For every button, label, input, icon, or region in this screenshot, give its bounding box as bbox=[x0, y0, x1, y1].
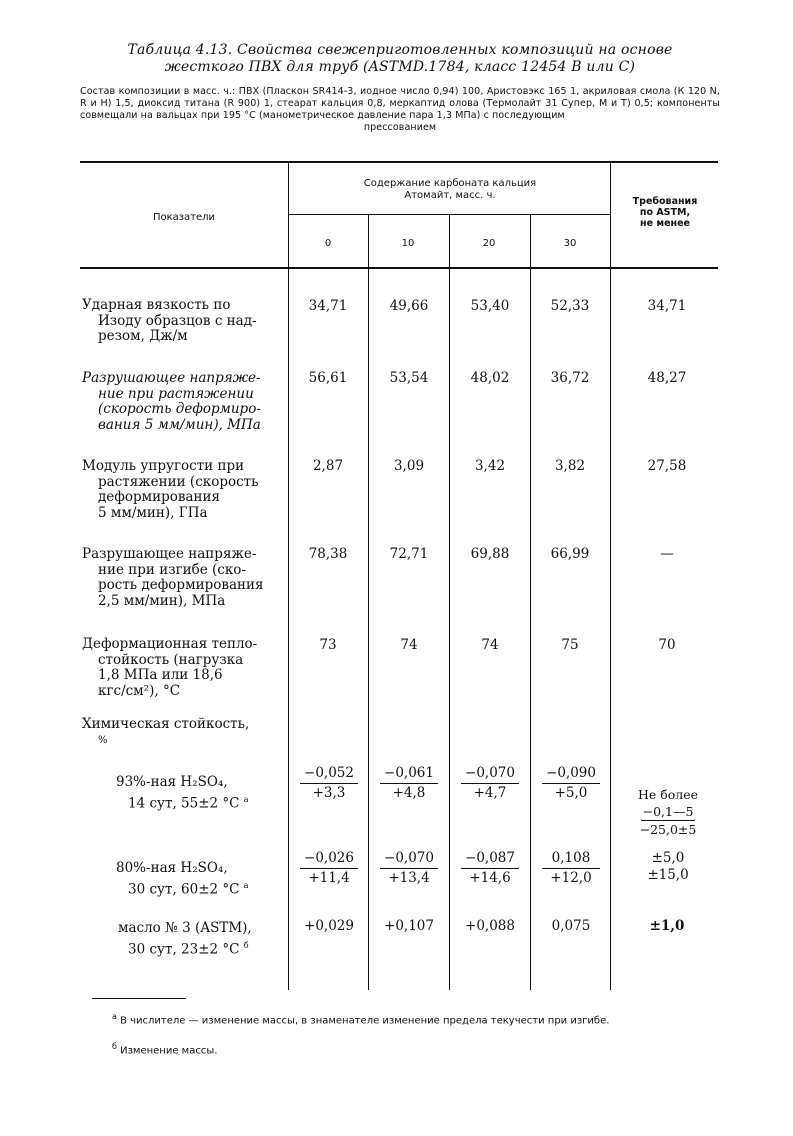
header-col-20: 20 bbox=[482, 238, 496, 249]
row-label-line: деформирования bbox=[98, 489, 221, 505]
row-label-line: Ударная вязкость по bbox=[82, 297, 231, 313]
astm-line: −0,1—5 bbox=[642, 804, 694, 819]
header-calcium bbox=[290, 178, 610, 202]
composition-text: Состав композиции в масс. ч.: ПВХ (Пласкон SR414-3, иодное число 0,94) 100, Аристовэкс 165 1, акриловая смола (К 120 N, R и H) 1,5, диоксид титана (R 900) 1, стеарат кальция 0,8, меркаптид олова (Термолайт 31 Супер, M и T) 0,5; компоненты совмещали на вальцах при 195 °С (манометрическое давление пара 1,3 МПа) с последующим bbox=[80, 86, 720, 121]
cell-value: 36,72 bbox=[550, 370, 590, 386]
col-divider-2 bbox=[368, 215, 369, 990]
row-label-heat-resistance bbox=[82, 637, 278, 699]
row-label-line: стойкость (нагрузка bbox=[98, 651, 244, 668]
chem-label-line: 30 сут, 60±2 °С $^а$ bbox=[128, 881, 249, 898]
astm-value: 34,71 bbox=[647, 298, 687, 314]
chem-label-line: 80%-ная H₂SO₄, bbox=[116, 860, 228, 876]
chem-label-line: масло № 3 (ASTM), bbox=[118, 920, 252, 936]
cell-fraction: $\frac{-0,070}{+4,7}$ bbox=[453, 765, 527, 802]
cell-value: 53,54 bbox=[389, 370, 429, 386]
header-col-30: 30 bbox=[563, 238, 577, 249]
col-divider-5 bbox=[610, 163, 611, 990]
chem-label-line: 14 сут, 55±2 °С $^а$ bbox=[128, 795, 249, 812]
cell-fraction: $\frac{0,108}{+12,0}$ bbox=[534, 850, 608, 887]
chem-label-line: 30 сут, 23±2 °С $^б$ bbox=[128, 941, 249, 958]
cell-value: 74 bbox=[400, 637, 418, 653]
cell-value: +0,088 bbox=[465, 918, 515, 934]
row-label-line: 2,5 мм/мин), МПа bbox=[98, 592, 226, 609]
cell-value: 74 bbox=[481, 637, 499, 653]
chem-label-h2so4-80 bbox=[90, 859, 280, 899]
row-label-impact bbox=[82, 298, 278, 345]
astm-value: ±1,0 bbox=[649, 918, 685, 934]
row-label-line: рость деформирования bbox=[98, 577, 264, 593]
cell-value: 3,09 bbox=[393, 458, 425, 474]
chem-label-h2so4-93 bbox=[90, 773, 280, 813]
header-indicators: Показатели bbox=[152, 212, 216, 223]
astm-value: — bbox=[660, 546, 674, 562]
cell-value: 66,99 bbox=[550, 546, 590, 562]
row-label-tensile bbox=[82, 371, 278, 433]
cell-value: 56,61 bbox=[308, 370, 348, 386]
row-label-line: растяжении (скорость bbox=[98, 473, 259, 490]
footnote-a bbox=[82, 1010, 722, 1028]
cell-value: 78,38 bbox=[308, 546, 348, 562]
row-label-line: ние при растяжении bbox=[98, 385, 254, 402]
row-label-line: Разрушающее напряже- bbox=[82, 370, 261, 386]
cell-value: 49,66 bbox=[389, 298, 429, 314]
header-astm-line-2: по ASTM, bbox=[639, 207, 691, 218]
chem-label-oil bbox=[90, 919, 280, 959]
cell-value: 3,82 bbox=[554, 458, 586, 474]
composition-note bbox=[80, 86, 720, 134]
chem-label-line: 93%-ная H₂SO₄, bbox=[116, 774, 228, 790]
cell-value: 3,42 bbox=[474, 458, 506, 474]
col-divider-3 bbox=[449, 215, 450, 990]
astm-requirement-h2so4-93 bbox=[618, 786, 718, 838]
footnote-text: В числителе — изменение массы, в знаменателе изменение предела текучести при изгибе. bbox=[120, 1015, 610, 1027]
header-calcium-line-1: Содержание карбоната кальция bbox=[363, 178, 537, 189]
cell-value: 52,33 bbox=[550, 298, 590, 314]
row-label-line: (скорость деформиро- bbox=[98, 401, 261, 417]
row-label-line: ние при изгибе (ско- bbox=[98, 561, 246, 578]
row-label-line: Разрушающее напряже- bbox=[82, 546, 257, 562]
cell-fraction: $\frac{-0,087}{+14,6}$ bbox=[453, 850, 527, 887]
header-bottom-rule bbox=[80, 267, 718, 269]
footnote-mark: б bbox=[112, 1042, 117, 1051]
astm-line: Не более bbox=[637, 787, 699, 802]
astm-line: ±15,0 bbox=[647, 867, 689, 883]
astm-value: 70 bbox=[658, 637, 676, 653]
cell-value: 2,87 bbox=[312, 458, 344, 474]
astm-line: ±5,0 bbox=[651, 850, 685, 866]
footnote-b bbox=[112, 1040, 712, 1058]
row-label-line: кгс/см²), °С bbox=[98, 682, 181, 699]
col-divider-1 bbox=[288, 163, 289, 990]
cell-value: 73 bbox=[319, 637, 337, 653]
header-calcium-line-2: Атомайт, масс. ч. bbox=[404, 190, 496, 201]
col-divider-4 bbox=[530, 215, 531, 990]
header-col-0: 0 bbox=[324, 238, 332, 249]
table-title bbox=[80, 42, 720, 76]
cell-value: 48,02 bbox=[470, 370, 510, 386]
footnote-text: Изменение массы. bbox=[120, 1045, 218, 1057]
cell-fraction: $\frac{-0,070}{+13,4}$ bbox=[372, 850, 446, 887]
astm-value: 48,27 bbox=[647, 370, 687, 386]
table-top-rule bbox=[80, 161, 718, 163]
cell-value: +0,107 bbox=[384, 918, 434, 934]
cell-fraction: $\frac{-0,026}{+11,4}$ bbox=[292, 850, 366, 887]
cell-value: +0,029 bbox=[304, 918, 354, 934]
row-label-flexural bbox=[82, 547, 278, 609]
footnote-rule bbox=[92, 998, 186, 999]
row-label-line: вания 5 мм/мин), МПа bbox=[98, 416, 261, 433]
title-line-1: Таблица 4.13. Свойства свежеприготовленных композиций на основе bbox=[127, 42, 673, 58]
cell-value: 0,075 bbox=[551, 918, 591, 934]
header-col-10: 10 bbox=[401, 238, 415, 249]
row-label-modulus bbox=[82, 459, 278, 521]
cell-value: 72,71 bbox=[389, 546, 429, 562]
astm-line: −25,0±5 bbox=[639, 822, 697, 837]
header-astm bbox=[612, 196, 718, 229]
cell-fraction: $\frac{-0,090}{+5,0}$ bbox=[534, 765, 608, 802]
cell-fraction: $\frac{-0,052}{+3,3}$ bbox=[292, 765, 366, 802]
cell-value: 69,88 bbox=[470, 546, 510, 562]
header-astm-line-3: не менее bbox=[640, 218, 690, 229]
cell-value: 34,71 bbox=[308, 298, 348, 314]
chem-heading-line-1: Химическая стойкость, bbox=[82, 716, 250, 732]
header-astm-line-1: Требования bbox=[632, 196, 698, 207]
row-label-line: Изоду образцов с над- bbox=[98, 312, 257, 329]
cell-fraction: $\frac{-0,061}{+4,8}$ bbox=[372, 765, 446, 802]
chem-heading bbox=[82, 717, 278, 748]
cell-value: 75 bbox=[561, 637, 579, 653]
row-label-line: Модуль упругости при bbox=[82, 458, 245, 474]
chem-heading-line-2: % bbox=[98, 734, 108, 746]
row-label-line: 5 мм/мин), ГПа bbox=[98, 504, 208, 521]
title-line-2: жесткого ПВХ для труб (ASTMD.1784, класс 12454 B или C) bbox=[164, 59, 636, 75]
row-label-line: резом, Дж/м bbox=[98, 328, 188, 344]
astm-value: 27,58 bbox=[647, 458, 687, 474]
footnote-mark: а bbox=[112, 1012, 117, 1021]
row-label-line: Деформационная тепло- bbox=[82, 636, 258, 652]
composition-last: прессованием bbox=[363, 122, 437, 133]
astm-requirement-h2so4-80 bbox=[618, 850, 718, 884]
row-label-line: 1,8 МПа или 18,6 bbox=[98, 667, 223, 683]
cell-value: 53,40 bbox=[470, 298, 510, 314]
